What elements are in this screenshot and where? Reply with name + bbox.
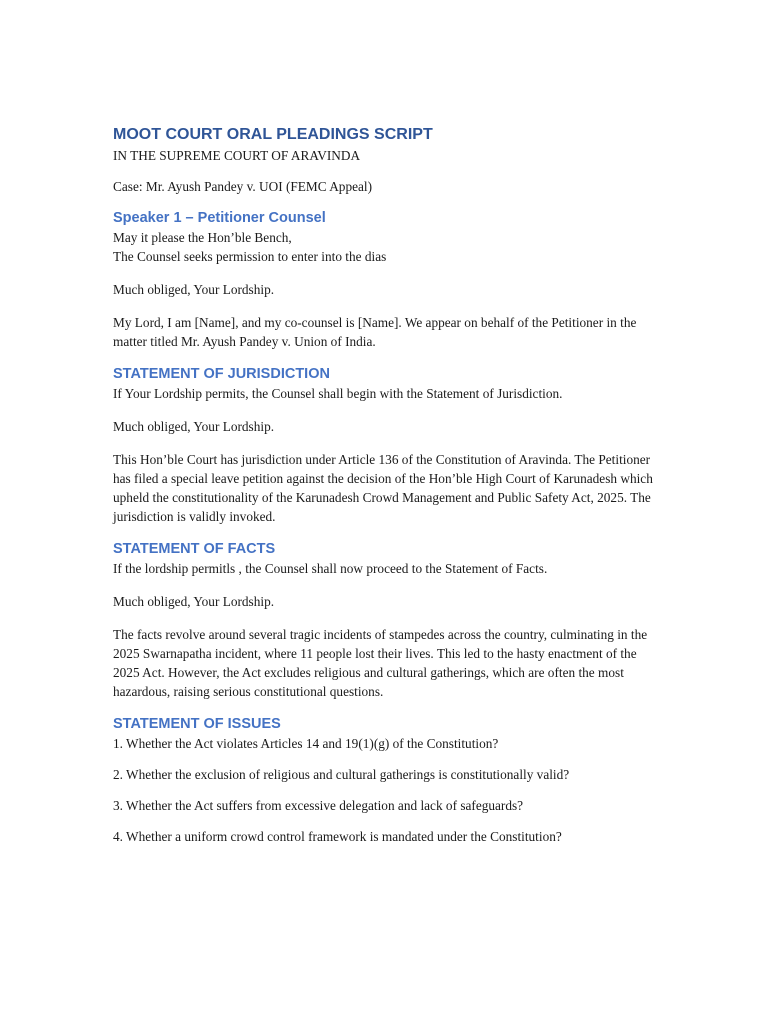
jurisdiction-heading: STATEMENT OF JURISDICTION [113, 366, 330, 382]
court-name: IN THE SUPREME COURT OF ARAVINDA [113, 148, 361, 163]
issue-item-3: 3. Whether the Act suffers from excessive delegation and lack of safeguards? [113, 798, 524, 813]
speaker-1-permission-line: The Counsel seeks permission to enter into the dias [113, 249, 387, 264]
jurisdiction-obliged-line: Much obliged, Your Lordship. [113, 419, 275, 434]
document-title: MOOT COURT ORAL PLEADINGS SCRIPT [113, 126, 433, 143]
jurisdiction-request: If Your Lordship permits, the Counsel shall begin with the Statement of Jurisdiction. [113, 386, 563, 401]
speaker-1-introduction: My Lord, I am [Name], and my co-counsel is [Name]. We appear on behalf of the Petitioner in the matter titled Mr. Ayush Pandey v. Union of India. [113, 315, 637, 349]
issue-item-4: 4. Whether a uniform crowd control framework is mandated under the Constitution? [113, 829, 562, 844]
issue-item-2: 2. Whether the exclusion of religious and cultural gatherings is constitutionally valid? [113, 767, 570, 782]
facts-body: The facts revolve around several tragic incidents of stampedes across the country, culminating in the 2025 Swarnapatha incident, where 11 people lost their lives. This led to the hasty enactment of the 2025 Act. However, the Act excludes religious and cultural gatherings, which are often the most hazardous, raising serious constitutional questions. [113, 627, 648, 699]
facts-heading: STATEMENT OF FACTS [113, 541, 276, 557]
issues-heading: STATEMENT OF ISSUES [113, 716, 281, 732]
speaker-1-opening-line: May it please the Hon’ble Bench, [113, 230, 292, 245]
jurisdiction-body: This Hon’ble Court has jurisdiction under Article 136 of the Constitution of Aravinda. The Petitioner has filed a special leave petition against the decision of the Hon’ble High Court of Karunadesh which upheld the constitutionality of the Karunadesh Crowd Management and Public Safety Act, 2025. The jurisdiction is validly invoked. [113, 452, 653, 524]
issue-item-1: 1. Whether the Act violates Articles 14 and 19(1)(g) of the Constitution? [113, 736, 499, 751]
facts-request: If the lordship permitls , the Counsel shall now proceed to the Statement of Facts. [113, 561, 548, 576]
speaker-1-heading: Speaker 1 – Petitioner Counsel [113, 210, 326, 226]
facts-obliged-line: Much obliged, Your Lordship. [113, 594, 275, 609]
document-page [113, 124, 653, 846]
case-title: Case: Mr. Ayush Pandey v. UOI (FEMC Appeal) [113, 179, 373, 194]
speaker-1-obliged-line: Much obliged, Your Lordship. [113, 282, 275, 297]
